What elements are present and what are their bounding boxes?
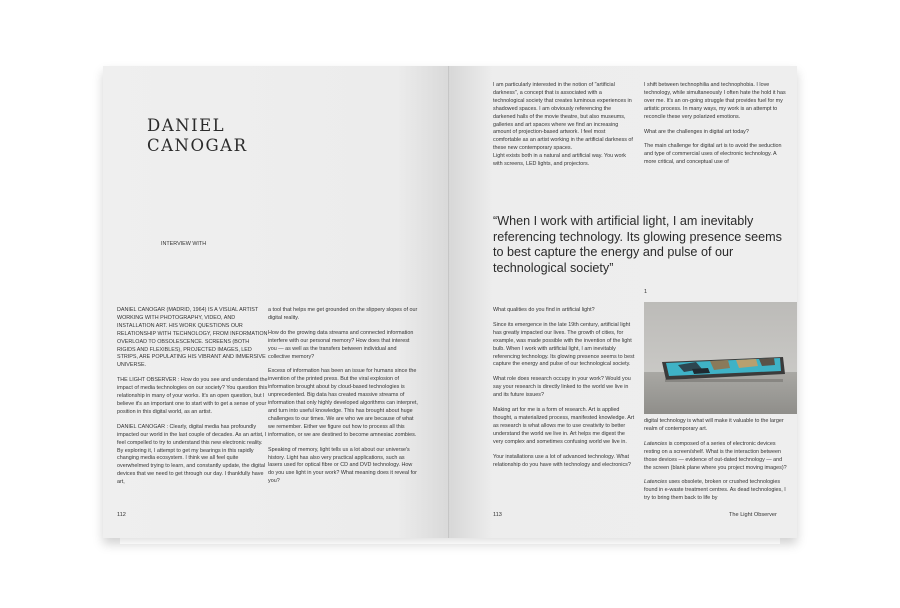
question-technology: Your installations use a lot of advanced technology. What relationship do you have with technology and electronics? xyxy=(493,453,631,468)
answer-1: DANIEL CANOGAR : Clearly, digital media has profoundly impacted our world in the last couple of decades. As an artist, I feel compelled to try to understand this new electronic reality. By exploring it, I attempt to get my bearings in this rapidly changing media ecosystem. I think we all feel quite overwhelmed trying to learn, and constantly update, the digital devices that we need to get through our day. I thankfully have art, xyxy=(117,423,267,486)
artist-name-title xyxy=(147,116,248,156)
page-edge-shadow xyxy=(120,538,780,544)
question-challenges: What are the challenges in digital art today? xyxy=(644,128,749,135)
title-line-canogar: CANOGAR xyxy=(147,136,248,155)
paragraph: digital technology is what will make it valuable to the larger realm of contemporary art. xyxy=(644,418,784,432)
left-column-2 xyxy=(268,307,418,493)
latencies-installation-image xyxy=(644,302,797,414)
left-page xyxy=(103,66,449,538)
right-bottom-column-2 xyxy=(644,418,790,510)
title-line-daniel: DANIEL xyxy=(147,116,226,135)
artwork-photo xyxy=(644,302,797,414)
question-1: THE LIGHT OBSERVER : How do you see and understand the impact of media technologies on our society? You question this relationship in many of your works. It's an open question, but I believe it's an important one to start with to get a sense of your position in this digital world, as an artist. xyxy=(117,377,268,415)
right-page xyxy=(451,66,797,538)
page-number-left: 112 xyxy=(117,512,126,518)
paragraph: Making art for me is a form of research. Art is applied thought, a materialized process, manifested knowledge. Art as research is what allows me to use creativity to better understand the world we live in. Art helps me digest the very complex and sometimes confusing world we live in. xyxy=(493,407,635,445)
artwork-title: Latencies xyxy=(644,479,668,486)
pull-quote: “When I work with artificial light, I am inevitably referencing technology. Its glowing presence seems to best capture the energy and pulse of our technological society” xyxy=(493,214,782,275)
paragraph: I am particularly interested in the notion of "artificial darkness", a concept that is associated with a technological society that creates luminous experiences in shadowed spaces. I am obviously referencing the darkened halls of the movie theatre, but also museums, galleries and art spaces where we find an increasing amount of projection-based artwork. I feel most comfortable as an artist working in the artificial darkness of these new contemporary spaces. xyxy=(493,82,633,152)
interview-label: INTERVIEW WITH xyxy=(161,241,207,247)
magazine-spread xyxy=(103,66,797,538)
intro-paragraph: DANIEL CANOGAR (MADRID, 1964) IS A VISUAL ARTIST WORKING WITH PHOTOGRAPHY, VIDEO, AND INSTALLATION ART. HIS WORK QUESTIONS OUR RELATIONSHIP WITH TECHNOLOGY, FROM INFORMATION OVERLOAD TO OBSOLESCENCE. SCREENS (BOTH RIGIDS AND FLEXIBLES), PROJECTED IMAGES, LED STRIPS, ARE POPULATING HIS VIBRANT AND IMMERSIVE UNIVERSE. xyxy=(117,307,268,369)
latencies-answer xyxy=(644,479,790,503)
paragraph: a tool that helps me get grounded on the slippery slopes of our digital reality. xyxy=(268,307,418,321)
page-number-right: 113 xyxy=(493,512,502,518)
answer-2: Excess of information has been an issue for humans since the invention of the printed press. But the viral explosion of information brought about by cloud-based technologies is unprecedented. Big data has created massive streams of information that only highly developed algorithms can interpret, and turn into useful knowledge. This has brought about huge challenges to our times. We are who we are because of what we remember. Either we figure out how to process all this information, or we are destined to become amnesiac zombies. xyxy=(268,368,418,438)
paragraph: The main challenge for digital art is to avoid the seduction and type of commercial uses of electronic technology. A more critical, and conceptual use of xyxy=(644,143,782,166)
paragraph-text: uses obsolete, broken or crushed technologies found in e-waste treatment centres. As dead technologies, I try to bring them back to life by xyxy=(644,479,786,502)
paragraph: I shift between technophilia and technophobia. I love technology, while simultaneously I often hate the hold it has over me. It's an on-going struggle that provides fuel for my artistic process. In many ways, my work is an attempt to reconcile these very polarized emotions. xyxy=(644,82,786,120)
question-3: Speaking of memory, light tells us a lot about our universe's history. Light has also very practical applications, such as lasers used for optical fibre or CD and DVD technology. How do you use light in your work? What meaning does it reveal for you? xyxy=(268,446,417,485)
right-top-column-2 xyxy=(644,82,789,174)
running-footer: The Light Observer xyxy=(729,512,777,518)
latencies-question xyxy=(644,441,790,473)
paragraph: Since its emergence in the late 19th century, artificial light has greatly impacted our lives. The growth of cities, for example, was made possible with the invention of the light bulb. When I work with artificial light, I am inevitably referencing technology. Its glowing presence seems to best capture the energy and pulse of our technological society. xyxy=(493,321,635,368)
left-column-1 xyxy=(117,307,269,494)
paragraph: Light exists both in a natural and artificial way. You work with screens, LED lights, and projectors. xyxy=(493,153,626,168)
right-bottom-column-1 xyxy=(493,307,635,476)
figure-number: 1 xyxy=(644,289,648,295)
question-artificial-light: What qualities do you find in artificial light? xyxy=(493,307,595,313)
right-top-column-1 xyxy=(493,82,633,176)
artwork-title: Latencies xyxy=(644,440,668,447)
paragraph-text: is composed of a series of electronic devices resting on a screen/shelf. What is the interaction between those devices — evidence of out-dated technology — and the screen (blank plane where you project moving images)? xyxy=(644,440,787,471)
question-2: How do the growing data streams and connected information interfere with our personal memory? How does that interest you — as well as the transfers between individual and collective memory? xyxy=(268,329,414,360)
question-research: What role does research occupy in your work? Would you say your research is directly linked to the world we live in and its future issues? xyxy=(493,376,631,399)
